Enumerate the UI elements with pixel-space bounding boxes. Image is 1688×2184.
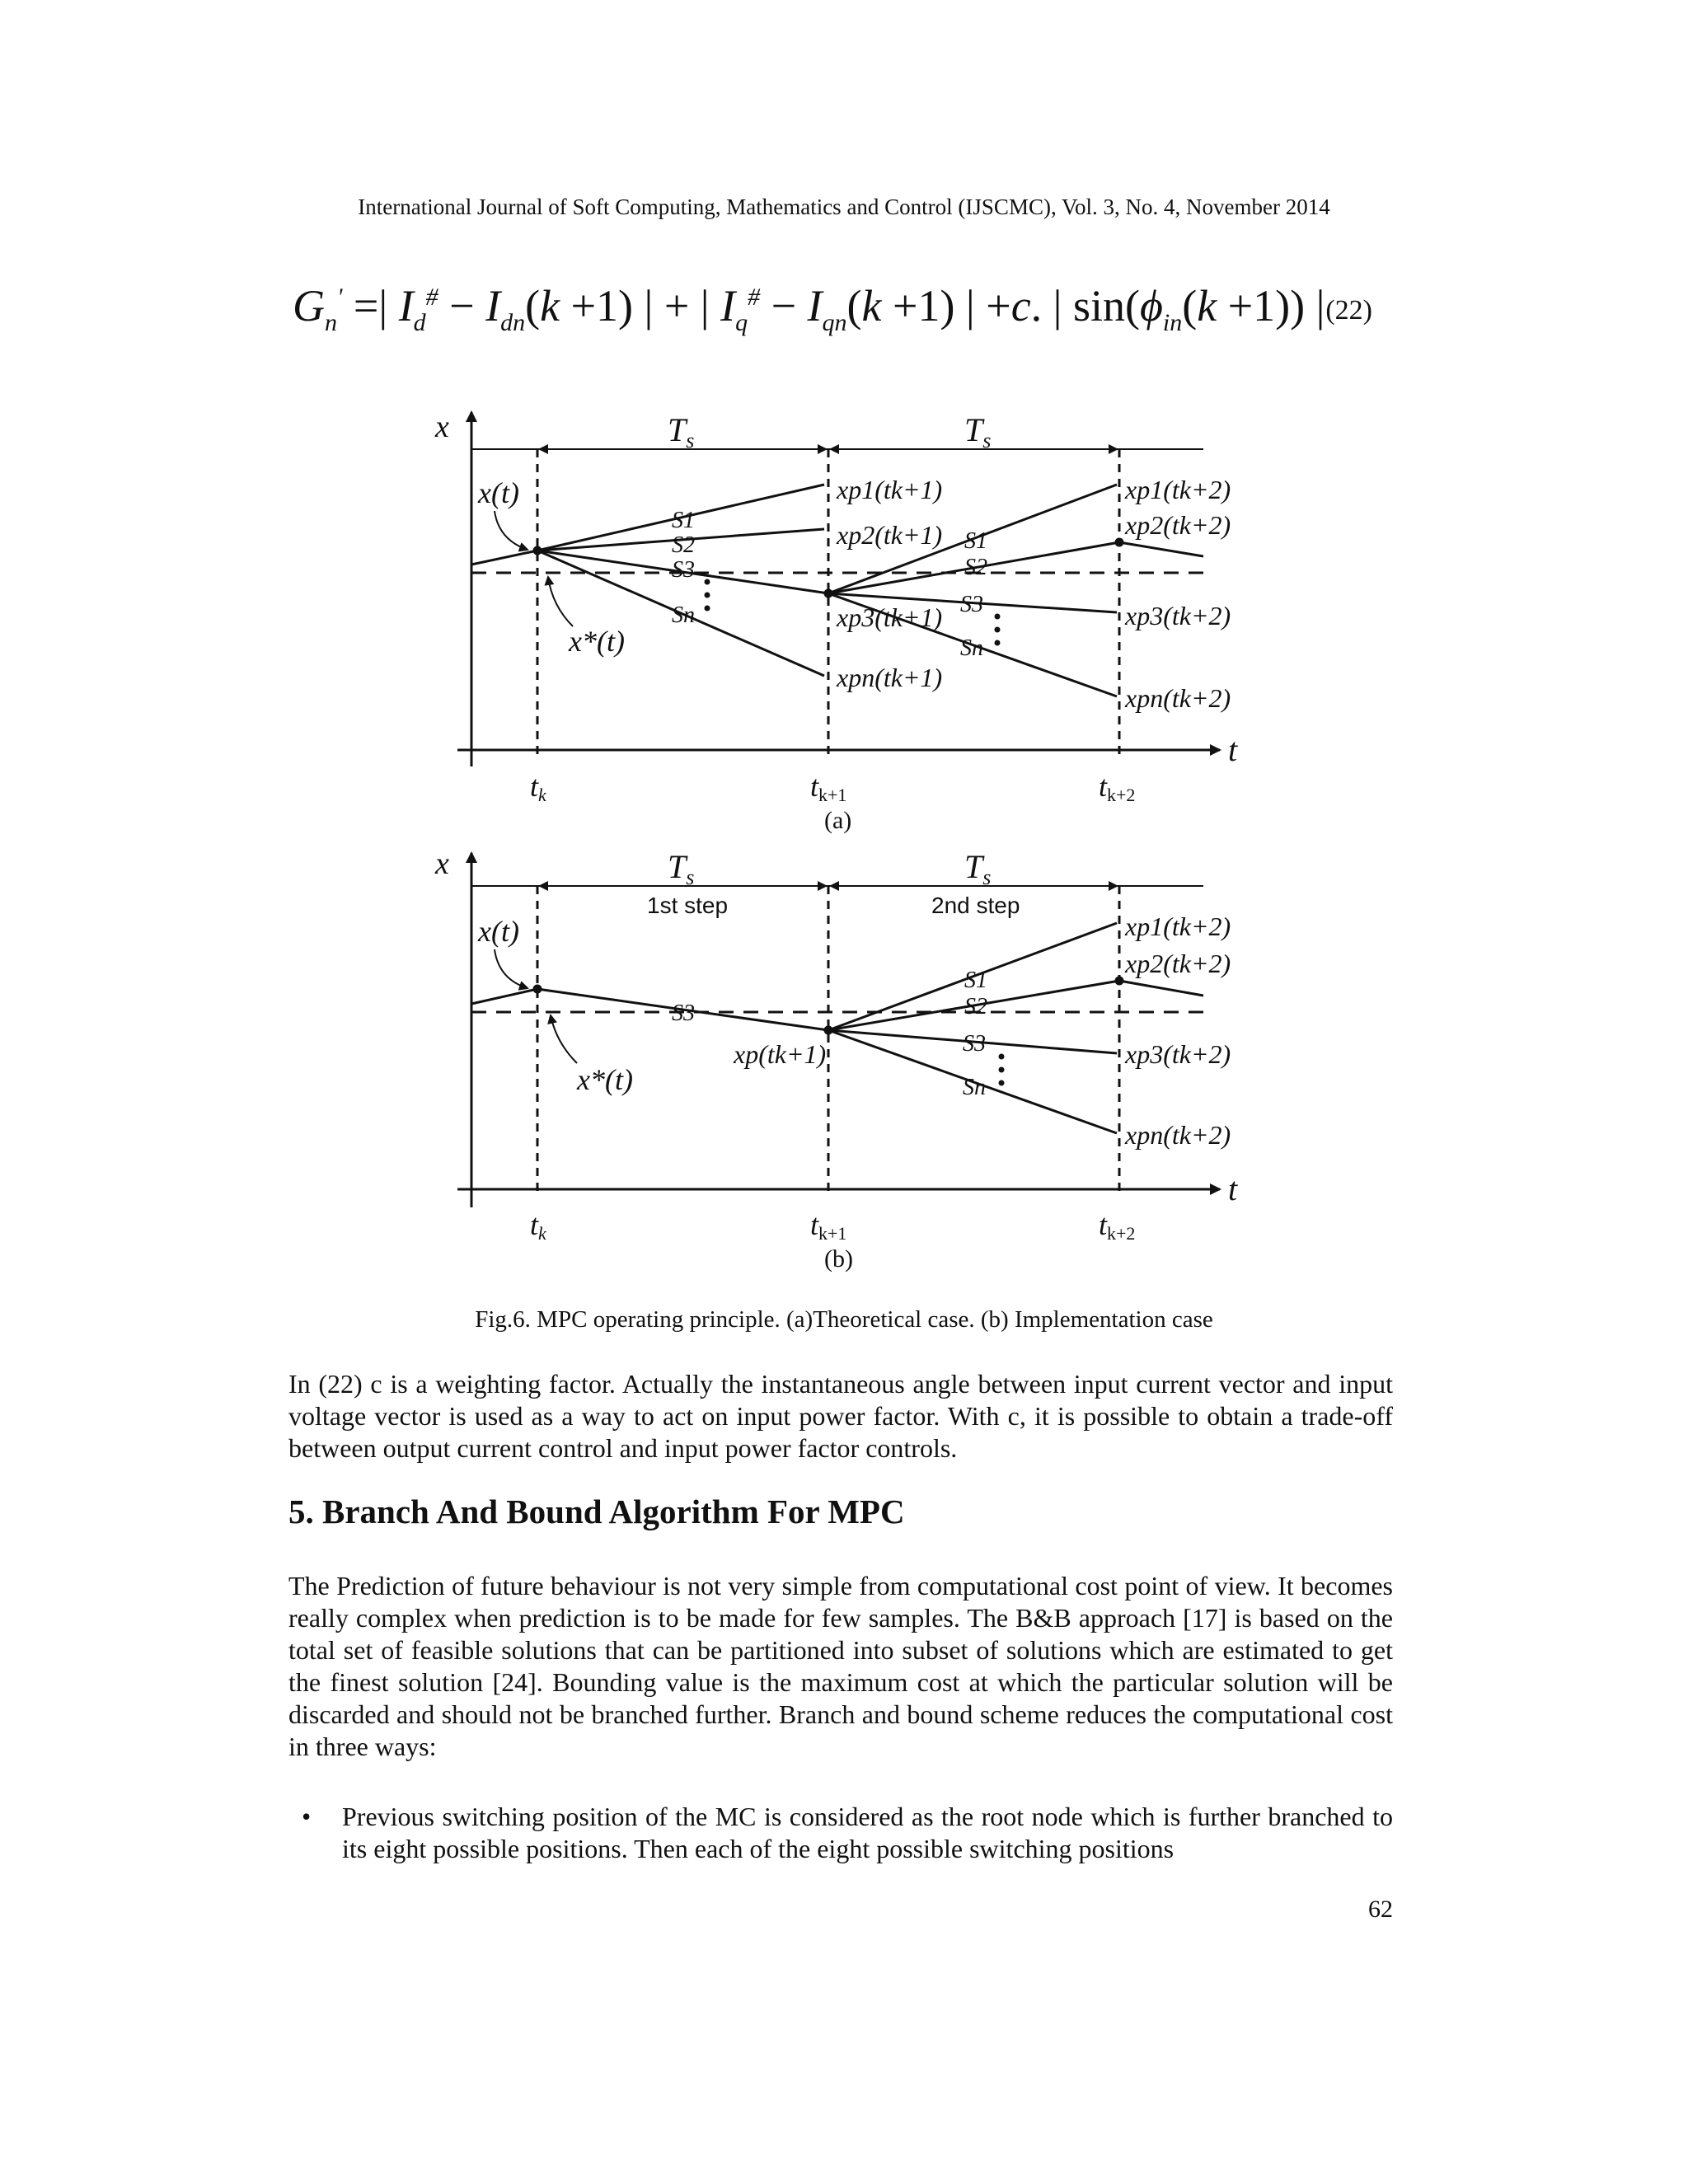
panel-b-period-2: T	[964, 848, 983, 885]
panel-b-x-label: t	[1228, 1170, 1238, 1207]
panel-a-s2-b: S2	[964, 555, 987, 580]
panel-a-xp2-k2: xp2(tk+2)	[1125, 510, 1231, 540]
panel-a-xt-label: x(t)	[478, 476, 519, 509]
panel-a-label: (a)	[824, 807, 852, 834]
paragraph-2-text: The Prediction of future behaviour is not very simple from computational cost point of view. It becomes really complex when prediction is to be made for few samples. The B&B approach [17] is based on the total set of feasible solutions that can be partitioned into subset of solutions which are estimated to get the finest solution [24]. Bounding value is the maximum cost at which the particular solution will be discarded and should not be branched further. Branch and bound scheme reduces the computational cost in three ways:	[288, 1571, 1393, 1761]
panel-a-sn: Sn	[672, 602, 695, 628]
paragraph-1-text: In (22) c is a weighting factor. Actually the instantaneous angle between input current vector and input voltage vector is used as a way to act on input power factor. With c, it is possible to obtain a trade-off between output current control and input power factor controls.	[288, 1369, 1393, 1463]
panel-a-s1-b: S1	[964, 528, 987, 554]
panel-b-labels	[434, 846, 1238, 1272]
panel-b-xstar-label: x*(t)	[577, 1063, 633, 1096]
panel-a-labels	[434, 410, 1238, 834]
panel-a	[457, 412, 1220, 766]
svg-text:tk+2: tk+2	[1099, 1208, 1136, 1244]
panel-b	[457, 853, 1220, 1207]
panel-b-s3-first: S3	[672, 1001, 695, 1026]
panel-b-tick-tk1: t	[810, 1208, 819, 1241]
panel-a-xp1-k2: xp1(tk+2)	[1125, 475, 1231, 504]
panel-a-xp3-k2: xp3(tk+2)	[1125, 601, 1231, 630]
svg-text:tk+1: tk+1	[810, 770, 847, 805]
panel-b-tick-tk: t	[530, 1208, 539, 1241]
panel-a-xp3-k1: xp3(tk+1)	[837, 602, 943, 632]
panel-a-period-1: T	[668, 411, 687, 448]
panel-b-y-label: x	[435, 846, 449, 881]
svg-text:tk+1: tk+1	[810, 1208, 847, 1244]
section-number: 5.	[288, 1493, 314, 1530]
panel-a-y-label: x	[435, 410, 449, 444]
panel-a-s2: S2	[672, 532, 695, 558]
panel-b-xp3-k2: xp3(tk+2)	[1125, 1039, 1231, 1069]
panel-b-s2: S2	[964, 994, 987, 1019]
figure-caption: Fig.6. MPC operating principle. (a)Theoretical case. (b) Implementation case	[475, 1306, 1213, 1333]
panel-a-tick-tk2: t	[1099, 770, 1108, 803]
equation-number: (22)	[1325, 295, 1372, 326]
panel-b-period-1: T	[668, 848, 687, 885]
panel-a-s3-b: S3	[960, 592, 983, 617]
panel-b-xp2-k2: xp2(tk+2)	[1125, 949, 1231, 978]
equation-body: $G_n'$ =| $I_d^{\#} - I_{dn}(k +1)$ | + | $I_q^{\#} - I_{qn}(k +1)$ | +c. | $\sin(\phi_{in}(k +1))$ |	[293, 281, 1325, 336]
panel-b-step-2: 2nd step	[931, 893, 1020, 918]
panel-b-xt-label: x(t)	[478, 915, 519, 948]
panel-a-xpn-k1: xpn(tk+1)	[837, 663, 943, 692]
running-header: International Journal of Soft Computing, Mathematics and Control (IJSCMC), Vol. 3, No. 4, November 2014	[358, 194, 1330, 219]
panel-b-sn: Sn	[963, 1075, 986, 1100]
svg-text:Ts: $T_s$	[964, 411, 992, 452]
bullet-1-text: Previous switching position of the MC is considered as the root node which is further branched to its eight possible positions. Then each of the eight possible switching positions	[342, 1802, 1393, 1863]
paragraph-weighting-factor	[288, 1368, 1393, 1465]
section-heading	[288, 1492, 905, 1531]
panel-b-xp: xp(tk+1)	[734, 1039, 827, 1069]
svg-text:Ts: $T_s$	[668, 848, 695, 889]
svg-text:tk: tk	[530, 1208, 546, 1244]
panel-b-tick-tk2: t	[1099, 1208, 1108, 1241]
panel-a-xp1-k1: xp1(tk+1)	[837, 475, 943, 504]
svg-text:Ts: $T_s$	[668, 411, 695, 452]
panel-b-xpn-k2: xpn(tk+2)	[1125, 1120, 1231, 1150]
panel-a-s3: S3	[672, 557, 695, 583]
section-title: Branch And Bound Algorithm For MPC	[322, 1493, 905, 1530]
bullet-dot: •	[302, 1802, 312, 1831]
panel-b-s1: S1	[964, 968, 987, 993]
panel-a-tick-tk1: t	[810, 770, 819, 803]
svg-text:tk+2: tk+2	[1099, 770, 1136, 805]
page-number: 62	[1368, 1896, 1393, 1923]
panel-a-period-2: T	[964, 411, 983, 448]
panel-b-label: (b)	[824, 1245, 853, 1272]
svg-text:tk: tk	[530, 770, 546, 805]
panel-b-s3: S3	[963, 1031, 986, 1057]
panel-b-step-1: 1st step	[647, 893, 729, 918]
panel-b-xp1-k2: xp1(tk+2)	[1125, 912, 1231, 941]
paragraph-branch-and-bound	[288, 1570, 1393, 1763]
svg-text:Ts: $T_s$	[964, 848, 992, 889]
panel-a-x-label: t	[1228, 731, 1238, 768]
panel-a-tick-tk: t	[530, 770, 539, 803]
panel-a-sn-b: Sn	[960, 635, 983, 661]
panel-a-xstar-label: x*(t)	[569, 625, 625, 658]
panel-a-xp2-k1: xp2(tk+1)	[837, 520, 943, 550]
panel-a-s1: S1	[672, 508, 695, 533]
panel-a-xpn-k2: xpn(tk+2)	[1125, 683, 1231, 713]
